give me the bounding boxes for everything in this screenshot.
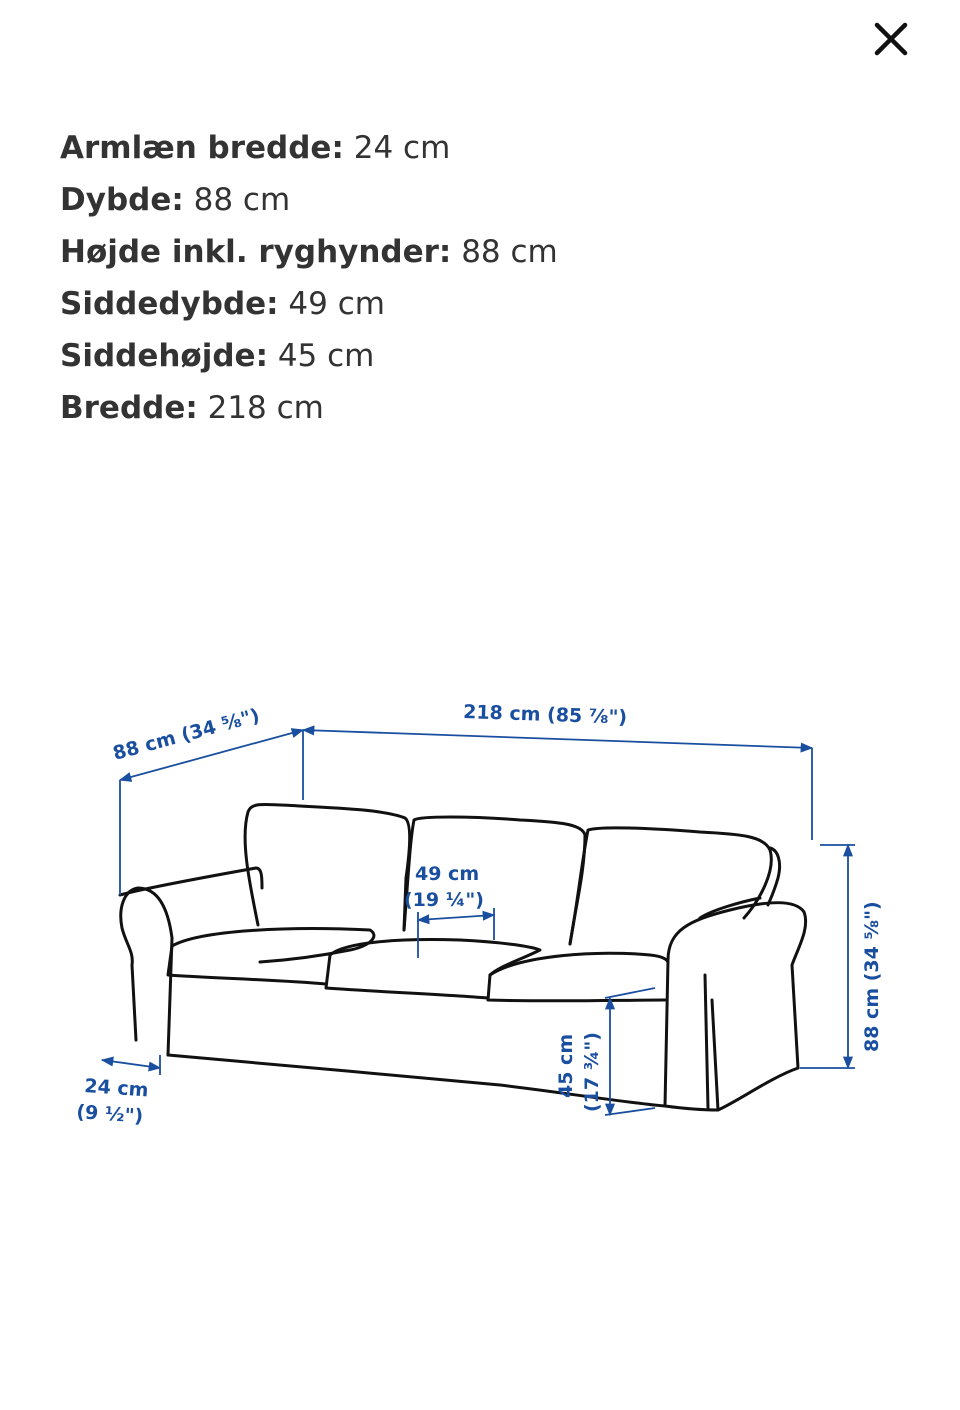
spec-armrest-width [60, 122, 558, 174]
close-icon [874, 22, 908, 56]
spec-label: Siddehøjde: [60, 338, 268, 374]
width-dimension-label: 218 cm (85 ⅞") [462, 701, 628, 729]
spec-label: Bredde: [60, 390, 198, 426]
spec-seat-depth [60, 278, 558, 330]
spec-height [60, 226, 558, 278]
spec-label: Dybde: [60, 182, 184, 218]
spec-width [60, 382, 558, 434]
arm-width-label-cm: 24 cm [83, 1075, 150, 1102]
seat-height-label-cm: 45 cm [555, 1033, 577, 1098]
arm-width-label-in: (9 ½") [75, 1101, 144, 1128]
spec-depth [60, 174, 558, 226]
dimension-specs-list [60, 122, 558, 434]
close-button[interactable] [866, 14, 916, 64]
sofa-outline [120, 804, 806, 1110]
height-dimension-label: 88 cm (34 ⅝") [861, 901, 883, 1052]
spec-value: 24 cm [353, 130, 451, 166]
spec-value: 88 cm [193, 182, 291, 218]
sofa-diagram-svg [50, 680, 910, 1150]
spec-label: Højde inkl. ryghynder: [60, 234, 452, 270]
depth-dimension-label: 88 cm (34 ⅝") [110, 704, 262, 765]
spec-seat-height [60, 330, 558, 382]
seat-height-label-in: (17 ¾") [581, 1032, 603, 1112]
sofa-dimension-diagram [50, 680, 910, 1150]
spec-value: 218 cm [207, 390, 324, 426]
spec-value: 45 cm [277, 338, 375, 374]
dimension-lines [102, 730, 855, 1115]
spec-value: 49 cm [288, 286, 385, 322]
spec-label: Siddedybde: [60, 286, 279, 322]
seat-depth-label-cm: 49 cm [415, 863, 480, 885]
spec-label: Armlæn bredde: [60, 130, 344, 166]
spec-value: 88 cm [461, 234, 558, 270]
seat-depth-label-in: (19 ¼") [404, 889, 484, 911]
